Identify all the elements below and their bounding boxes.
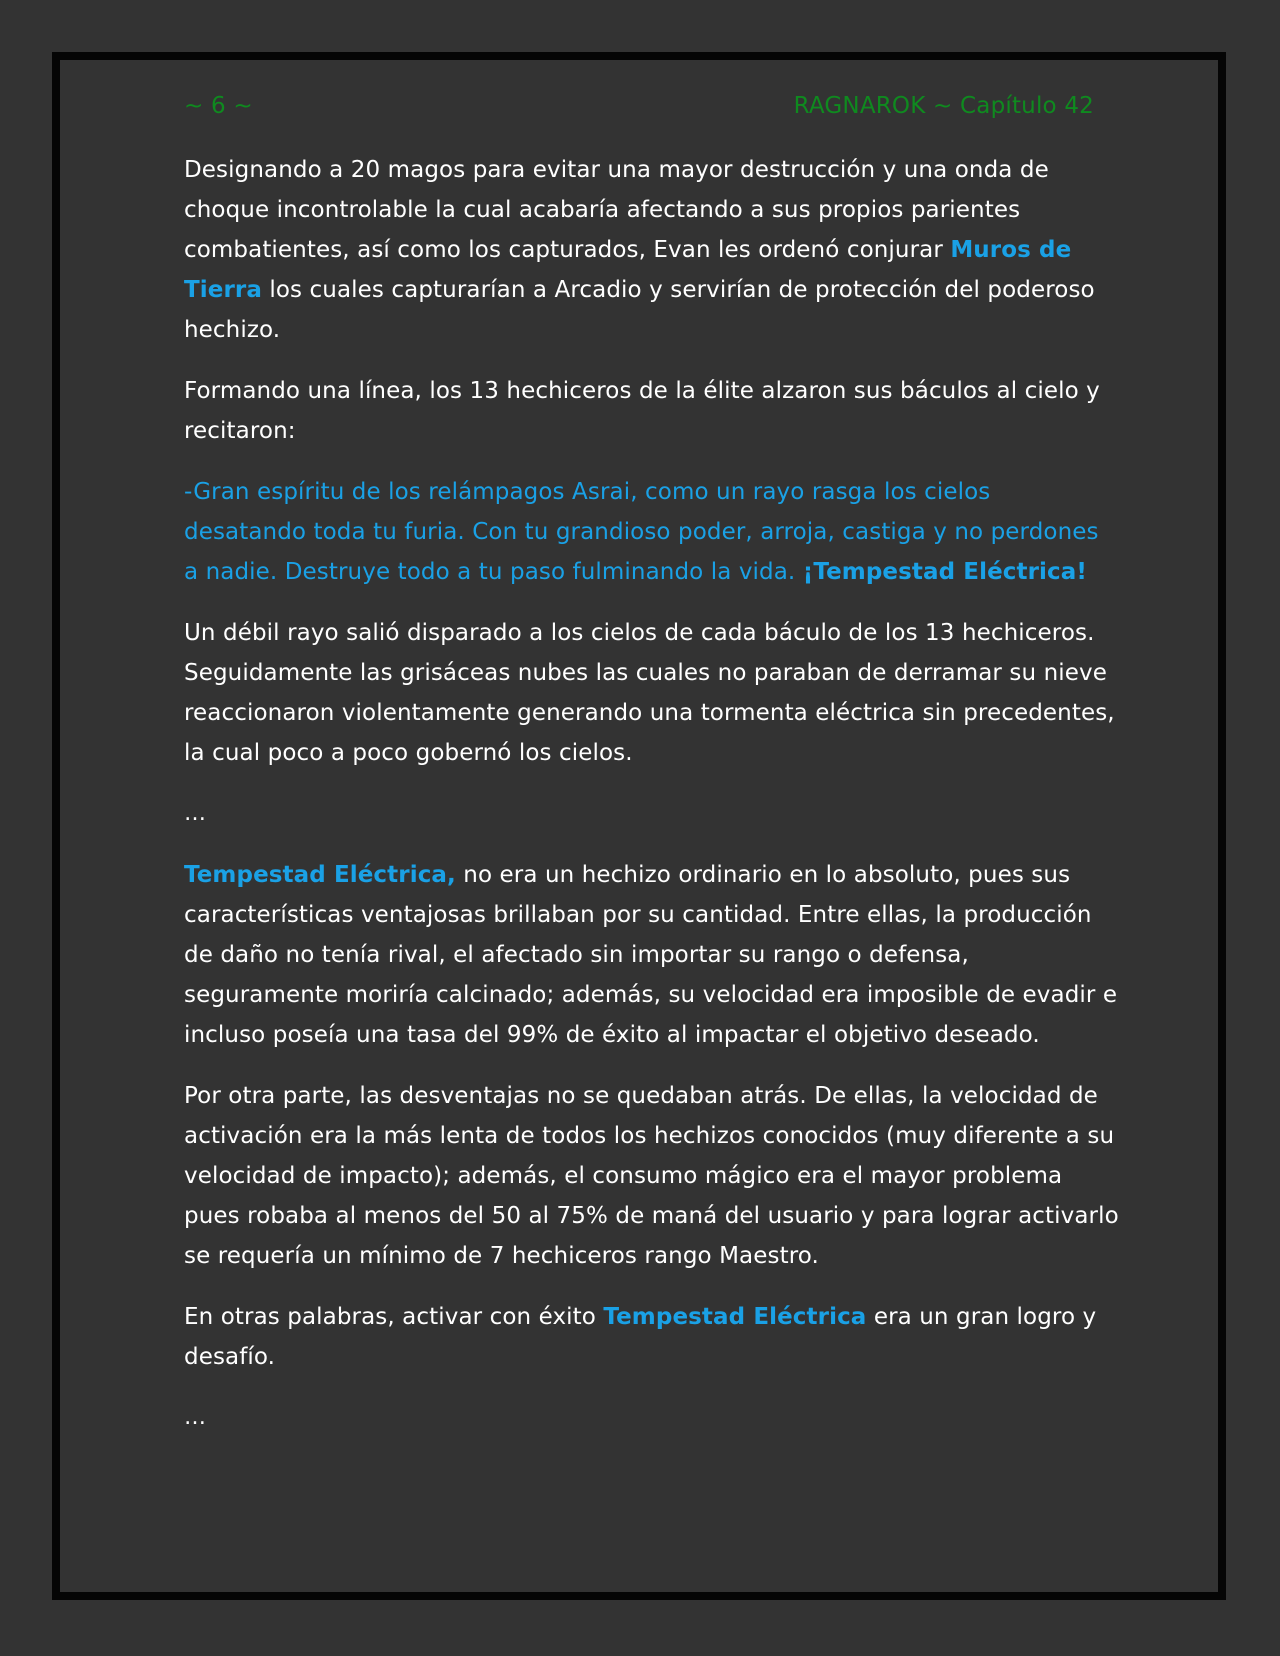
paragraph-2: Formando una línea, los 13 hechiceros de la élite alzaron sus báculos al cielo y recitaron: <box>184 378 1100 444</box>
paragraph-7 <box>184 1297 1119 1377</box>
spell-name-tempestad-electrica-exclaim: ¡Tempestad Eléctrica! <box>802 559 1087 585</box>
incantation-paragraph <box>184 472 1119 592</box>
page-number: ~ 6 ~ <box>184 93 253 119</box>
page-frame <box>52 52 1226 1600</box>
spell-name-tempestad-electrica: Tempestad Eléctrica, <box>184 862 456 888</box>
page-body <box>184 150 1119 1459</box>
paragraph-1-text-a: Designando a 20 magos para evitar una mayor destrucción y una onda de choque incontrolable la cual acabaría afectando a sus propios parientes combatientes, así como los capturados, Evan les ordenó conjurar <box>184 157 1049 263</box>
paragraph-4: Un débil rayo salió disparado a los cielos de cada báculo de los 13 hechiceros. Seguidamente las grisáceas nubes las cuales no paraban de derramar su nieve reaccionaron violentamente generando una tormenta eléctrica sin precedentes, la cual poco a poco gobernó los cielos. <box>184 620 1115 766</box>
chapter-title: RAGNAROK ~ Capítulo 42 <box>793 93 1094 119</box>
paragraph-5 <box>184 855 1119 1055</box>
page-header <box>184 88 1094 124</box>
spell-name-tempestad-electrica-2: Tempestad Eléctrica <box>603 1304 867 1330</box>
section-separator-1: … <box>184 801 207 826</box>
section-separator-2: … <box>184 1405 207 1430</box>
paragraph-7-text-b: era un gran logro y desafío. <box>184 1304 1097 1370</box>
spell-name-muros-de-tierra: Muros de Tierra <box>184 237 1072 303</box>
paragraph-1-text-b: los cuales capturarían a Arcadio y servirían de protección del poderoso hechizo. <box>184 277 1095 343</box>
paragraph-1 <box>184 150 1119 350</box>
paragraph-5-text: no era un hechizo ordinario en lo absoluto, pues sus características ventajosas brillaban por su cantidad. Entre ellas, la producción de daño no tenía rival, el afectado sin importar su rango o defensa, seguramente moriría calcinado; además, su velocidad era imposible de evadir e incluso poseía una tasa del 99% de éxito al impactar el objetivo deseado. <box>184 862 1118 1048</box>
paragraph-7-text-a: En otras palabras, activar con éxito <box>184 1304 604 1330</box>
paragraph-6: Por otra parte, las desventajas no se quedaban atrás. De ellas, la velocidad de activación era la más lenta de todos los hechizos conocidos (muy diferente a su velocidad de impacto); además, el consumo mágico era el mayor problema pues robaba al menos del 50 al 75% de maná del usuario y para lograr activarlo se requería un mínimo de 7 hechiceros rango Maestro. <box>184 1083 1119 1269</box>
incantation-text: -Gran espíritu de los relámpagos Asrai, como un rayo rasga los cielos desatando toda tu furia. Con tu grandioso poder, arroja, castiga y no perdones a nadie. Destruye todo a tu paso fulminando la vida. <box>184 479 1099 585</box>
